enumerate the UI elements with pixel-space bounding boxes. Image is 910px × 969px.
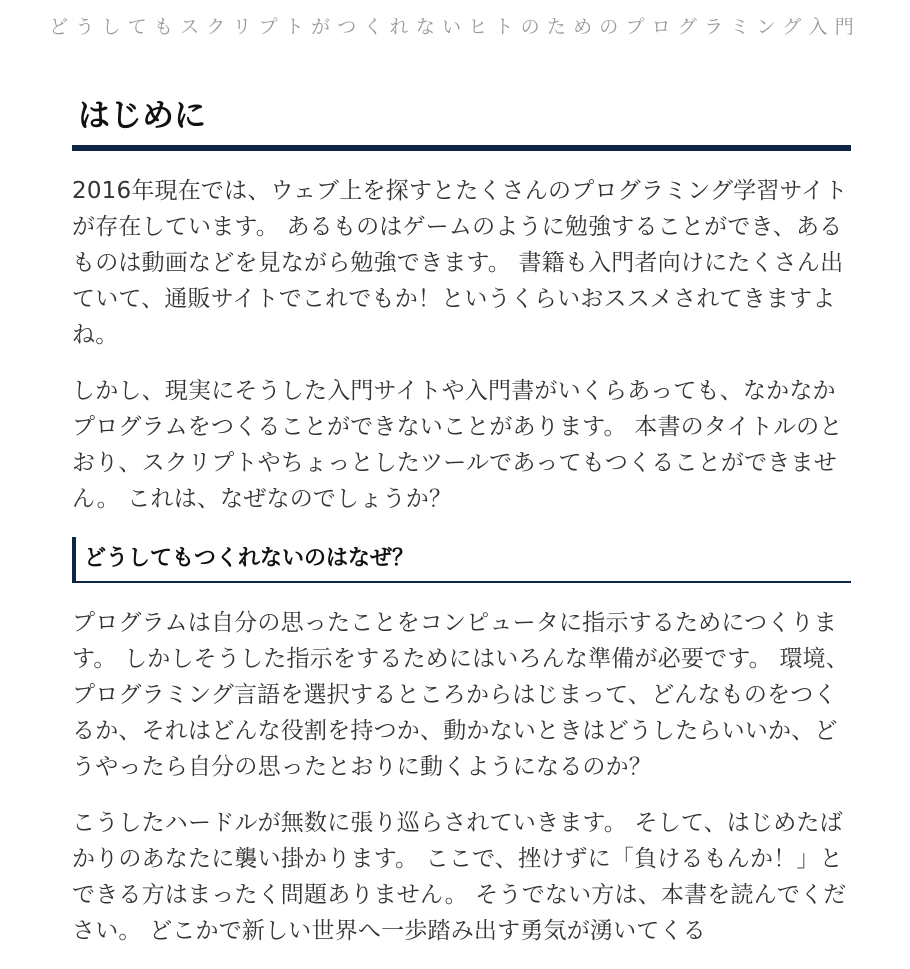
main-content — [72, 92, 851, 969]
subsection-paragraph-2: こうしたハードルが無数に張り巡らされていきます。 そして、はじめたばかりのあなたに襲い掛かります。 ここで、挫けずに「負けるもんか！」とできる方はまったく問題ありません。 そうでない方は、本書を読んでください。 どこかで新しい世界へ一歩踏み出す勇気が湧いてくる — [72, 810, 847, 944]
subsection-paragraph-1: プログラムは自分の思ったことをコンピュータに指示するためにつくります。 しかしそうした指示をするためにはいろんな準備が必要です。 環境、プログラミング言語を選択するところからはじまって、どんなものをつくるか、それはどんな役割を持つか、動かないときはどうしたらいいか、どうやったら自分の思ったとおりに動くようになるのか？ — [72, 610, 849, 780]
subsection-heading: どうしてもつくれないのはなぜ？ — [72, 537, 851, 583]
intro-paragraph-1: 2016年現在では、ウェブ上を探すとたくさんのプログラミング学習サイトが存在しています。 あるものはゲームのように勉強することができ、あるものは動画などを見ながら勉強できます。 書籍も入門者向けにたくさん出ていて、通販サイトでこれでもか！というくらいおススメされてきますよね。 — [72, 178, 848, 348]
section-heading: はじめに — [72, 92, 851, 151]
intro-paragraph-2: しかし、現実にそうした入門サイトや入門書がいくらあっても、なかなかプログラムをつくることができないことがあります。 本書のタイトルのとおり、スクリプトやちょっとしたツールであってもつくることができません。 これは、なぜなのでしょうか？ — [72, 378, 843, 512]
book-title-header: どうしてもスクリプトがつくれないヒトのためのプログラミング入門 — [49, 16, 861, 38]
